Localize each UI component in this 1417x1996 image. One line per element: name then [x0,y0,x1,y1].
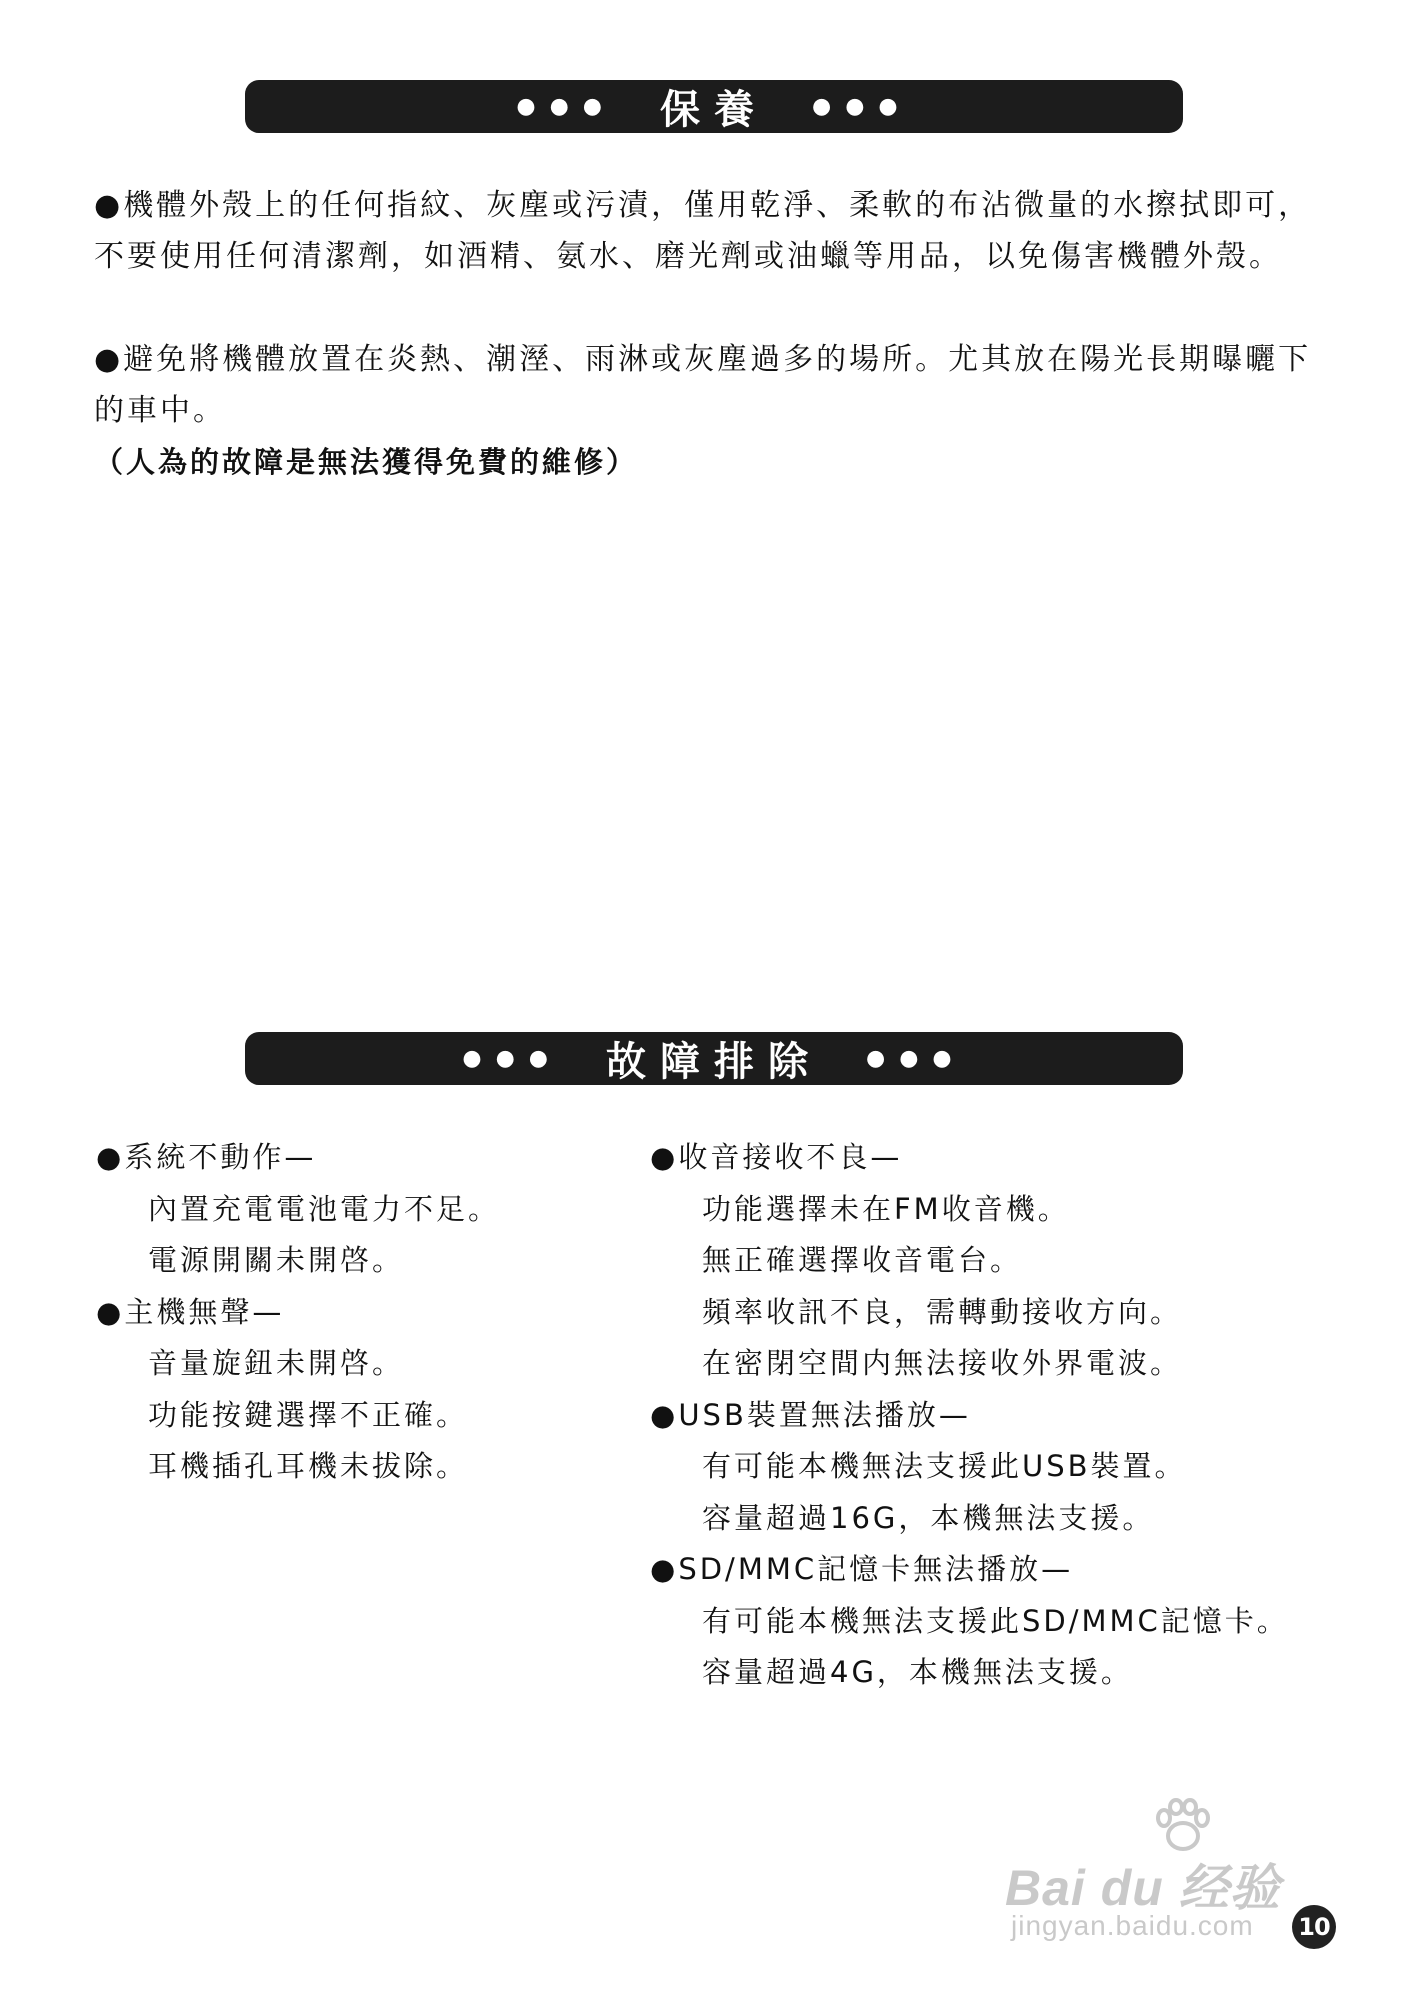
troubleshoot-cause: 容量超過4G，本機無法支援。 [702,1655,1133,1689]
banner-dots-right: ●●● [812,94,912,119]
section-banner-troubleshooting [245,1032,1183,1085]
troubleshoot-cause: 有可能本機無法支援此SD/MMC記憶卡。 [702,1603,1289,1638]
troubleshoot-cause: 耳機插孔耳機未拔除。 [148,1449,469,1483]
banner-dots-left: ●●● [462,1046,562,1071]
bullet-icon: ● [650,1140,679,1174]
bullet-icon: ● [650,1552,679,1586]
banner-dots-right: ●●● [866,1046,966,1071]
troubleshoot-cause: 功能按鍵選擇不正確。 [148,1397,469,1432]
troubleshoot-cause: 有可能本機無法支援此USB裝置。 [702,1449,1187,1483]
troubleshoot-cause: 電源開關未開啓。 [148,1243,405,1277]
section-title-troubleshooting: 故障排除 [606,1039,822,1085]
bullet-icon: ● [650,1397,679,1432]
section-banner-maintenance [245,80,1183,133]
banner-dots-left: ●●● [516,94,616,119]
heading-text: USB裝置無法播放— [678,1397,971,1432]
paragraph-text: 機體外殼上的任何指紋、灰塵或污漬，僅用乾淨、柔軟的布沾微量的水擦拭即可，不要使用任何清潔劑，如酒精、氨水、磨光劑或油蠟等用品，以免傷害機體外殼。 [94,188,1312,274]
troubleshoot-heading [650,1132,1370,1184]
troubleshoot-cause: 無正確選擇收音電台。 [702,1243,1023,1277]
troubleshoot-cause: 內置充電電池電力不足。 [148,1191,501,1226]
heading-text: 主機無聲— [124,1294,285,1329]
paw-icon [1153,1798,1213,1854]
troubleshoot-heading [96,1132,636,1184]
heading-text: 收音接收不良— [678,1140,903,1174]
paragraph-text: 避免將機體放置在炎熱、潮溼、雨淋或灰塵過多的場所。尤其放在陽光長期曝曬下的車中。 [94,342,1312,428]
maintenance-paragraph-2 [94,334,1334,436]
troubleshoot-cause: 頻率收訊不良，需轉動接收方向。 [702,1294,1183,1329]
bullet-icon: ● [94,342,124,377]
heading-text: SD/MMC記憶卡無法播放— [678,1552,1074,1586]
watermark-logo: Bai du 经验 [1005,1860,1281,1916]
watermark-url: jingyan.baidu.com [1011,1910,1254,1941]
troubleshoot-cause: 容量超過16G，本機無法支援。 [702,1500,1155,1535]
troubleshoot-heading [96,1287,636,1339]
troubleshoot-heading [650,1544,1370,1596]
page-number: 10 [1292,1905,1336,1949]
heading-text: 系統不動作— [124,1140,317,1174]
warranty-note: （人為的故障是無法獲得免費的維修） [94,445,639,479]
troubleshoot-cause: 音量旋鈕未開啓。 [148,1346,405,1380]
maintenance-paragraph-1 [94,180,1334,282]
troubleshooting-right-column [650,1132,1370,1699]
troubleshoot-cause: 功能選擇未在FM收音機。 [702,1191,1070,1226]
troubleshooting-left-column [96,1132,636,1493]
bullet-icon: ● [96,1140,125,1174]
bullet-icon: ● [94,188,124,223]
section-title-maintenance: 保養 [660,87,768,133]
troubleshoot-cause: 在密閉空間内無法接收外界電波。 [702,1346,1183,1380]
troubleshoot-heading [650,1390,1370,1442]
bullet-icon: ● [96,1294,125,1329]
